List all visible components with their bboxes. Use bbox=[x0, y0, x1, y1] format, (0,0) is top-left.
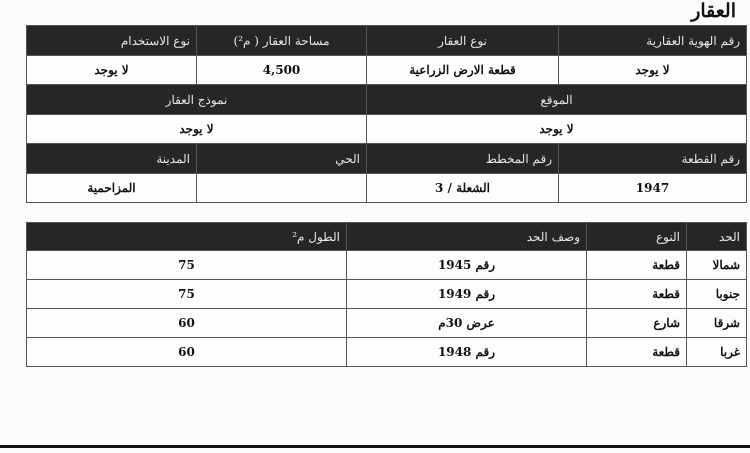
header-district: الحي bbox=[197, 144, 367, 174]
boundary-description: رقم 1949 bbox=[347, 280, 587, 309]
header-location: الموقع bbox=[367, 85, 747, 115]
boundary-row bbox=[27, 309, 747, 338]
boundary-direction: جنوبا bbox=[687, 280, 747, 309]
header-plot-number: رقم القطعة bbox=[559, 144, 747, 174]
boundary-type: قطعة bbox=[587, 338, 687, 367]
boundary-row bbox=[27, 338, 747, 367]
boundary-row bbox=[27, 251, 747, 280]
header-property-area: مساحة العقار ( م²) bbox=[197, 26, 367, 56]
boundary-description: رقم 1948 bbox=[347, 338, 587, 367]
value-property-model: لا يوجد bbox=[27, 115, 367, 144]
boundary-type: قطعة bbox=[587, 280, 687, 309]
header-property-model: نموذج العقار bbox=[27, 85, 367, 115]
value-district bbox=[197, 174, 367, 203]
boundary-length: 75 bbox=[27, 280, 347, 309]
value-city: المزاحمية bbox=[27, 174, 197, 203]
header-type: النوع bbox=[587, 223, 687, 251]
boundary-direction: شرقا bbox=[687, 309, 747, 338]
property-value-row-3 bbox=[27, 174, 747, 203]
page-divider bbox=[0, 445, 750, 448]
value-plot-number: 1947 bbox=[559, 174, 747, 203]
value-location: لا يوجد bbox=[367, 115, 747, 144]
property-value-row-2 bbox=[27, 115, 747, 144]
header-property-type: نوع العقار bbox=[367, 26, 559, 56]
header-usage-type: نوع الاستخدام bbox=[27, 26, 197, 56]
boundary-length: 60 bbox=[27, 309, 347, 338]
boundary-type: قطعة bbox=[587, 251, 687, 280]
value-usage-type: لا يوجد bbox=[27, 56, 197, 85]
boundaries-header-row bbox=[27, 223, 747, 251]
boundary-length: 75 bbox=[27, 251, 347, 280]
boundary-direction: غربا bbox=[687, 338, 747, 367]
header-boundary: الحد bbox=[687, 223, 747, 251]
boundary-direction: شمالا bbox=[687, 251, 747, 280]
property-header-row-2 bbox=[27, 85, 747, 115]
section-title: العقار bbox=[691, 0, 736, 22]
boundary-description: رقم 1945 bbox=[347, 251, 587, 280]
property-value-row-1 bbox=[27, 56, 747, 85]
value-plan-number: الشعلة / 3 bbox=[367, 174, 559, 203]
boundary-row bbox=[27, 280, 747, 309]
value-property-area: 4,500 bbox=[197, 56, 367, 85]
header-property-id: رقم الهوية العقارية bbox=[559, 26, 747, 56]
value-property-id: لا يوجد bbox=[559, 56, 747, 85]
value-property-type: قطعة الارض الزراعية bbox=[367, 56, 559, 85]
boundary-length: 60 bbox=[27, 338, 347, 367]
boundary-description: عرض 30م bbox=[347, 309, 587, 338]
boundary-type: شارع bbox=[587, 309, 687, 338]
property-info-table bbox=[26, 25, 747, 203]
header-city: المدينة bbox=[27, 144, 197, 174]
header-length: الطول م² bbox=[27, 223, 347, 251]
property-header-row-1 bbox=[27, 26, 747, 56]
header-boundary-description: وصف الحد bbox=[347, 223, 587, 251]
property-header-row-3 bbox=[27, 144, 747, 174]
header-plan-number: رقم المخطط bbox=[367, 144, 559, 174]
boundaries-table bbox=[26, 222, 747, 367]
